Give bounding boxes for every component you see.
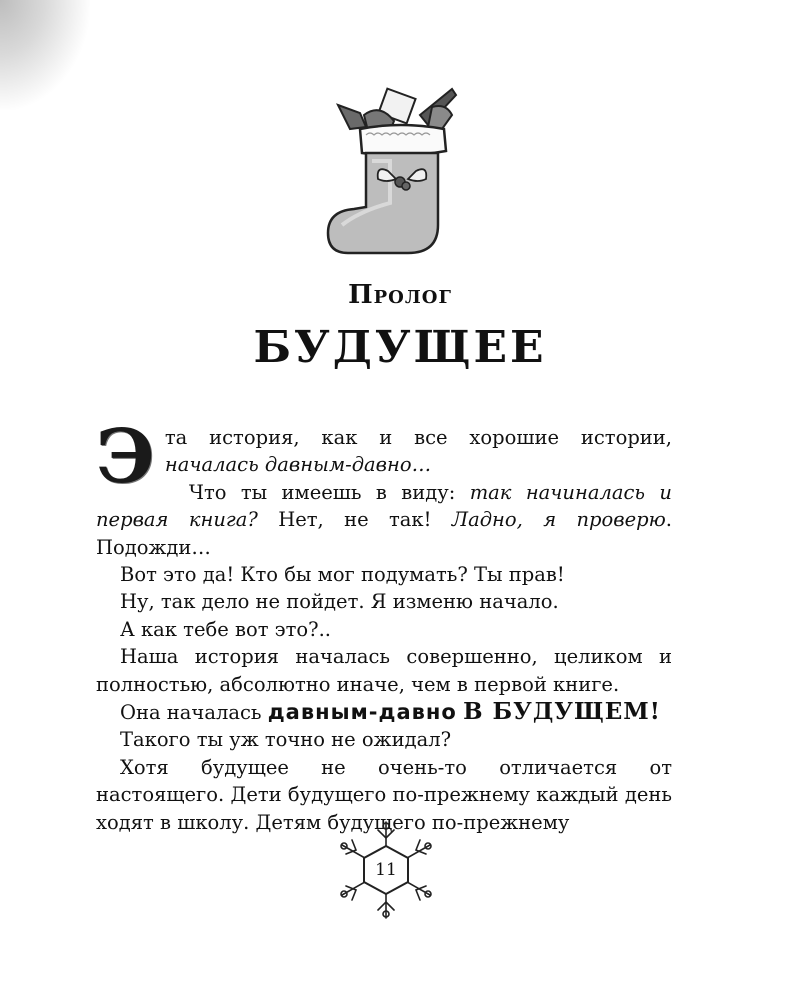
chapter-title: БУДУЩЕЕ	[253, 322, 547, 373]
paragraph-7: Она началась давным-давно В БУДУЩЕМ!	[120, 698, 661, 726]
paragraph-9: Хотя будущее не очень-то отличается от настоящего. Дети будущего по-прежнему каждый день ходят в школу. Детям будущего по-прежнему	[96, 755, 672, 834]
body-text	[96, 414, 672, 836]
paragraph-4: Ну, так дело не пойдет. Я изменю начало.	[120, 590, 559, 614]
paragraph-3: Вот это да! Кто бы мог подумать? Ты прав!	[120, 563, 565, 587]
drop-cap: Э	[96, 414, 155, 500]
chapter-label: Пролог	[348, 280, 452, 310]
emphasis-long-ago: давным-давно	[267, 700, 457, 725]
christmas-stocking-icon	[320, 85, 480, 265]
snowflake-icon	[334, 820, 438, 920]
corner-frost-decoration	[0, 0, 90, 110]
emphasis-future: В БУДУЩЕМ!	[463, 698, 661, 726]
paragraph-5: А как тебе вот это?..	[120, 617, 331, 641]
paragraph-8: Такого ты уж точно не ожидал?	[120, 728, 452, 752]
paragraph-1: Эта история, как и все хорошие истории, началась давным-давно…	[96, 414, 672, 500]
page-number: 11	[375, 860, 397, 880]
paragraph-2: Что ты имеешь в виду: так начиналась и первая книга? Нет, не так! Ладно, я проверю. Подожди…	[96, 480, 672, 559]
paragraph-6: Наша история началась совершенно, целиком и полностью, абсолютно иначе, чем в первой книге.	[96, 645, 672, 696]
